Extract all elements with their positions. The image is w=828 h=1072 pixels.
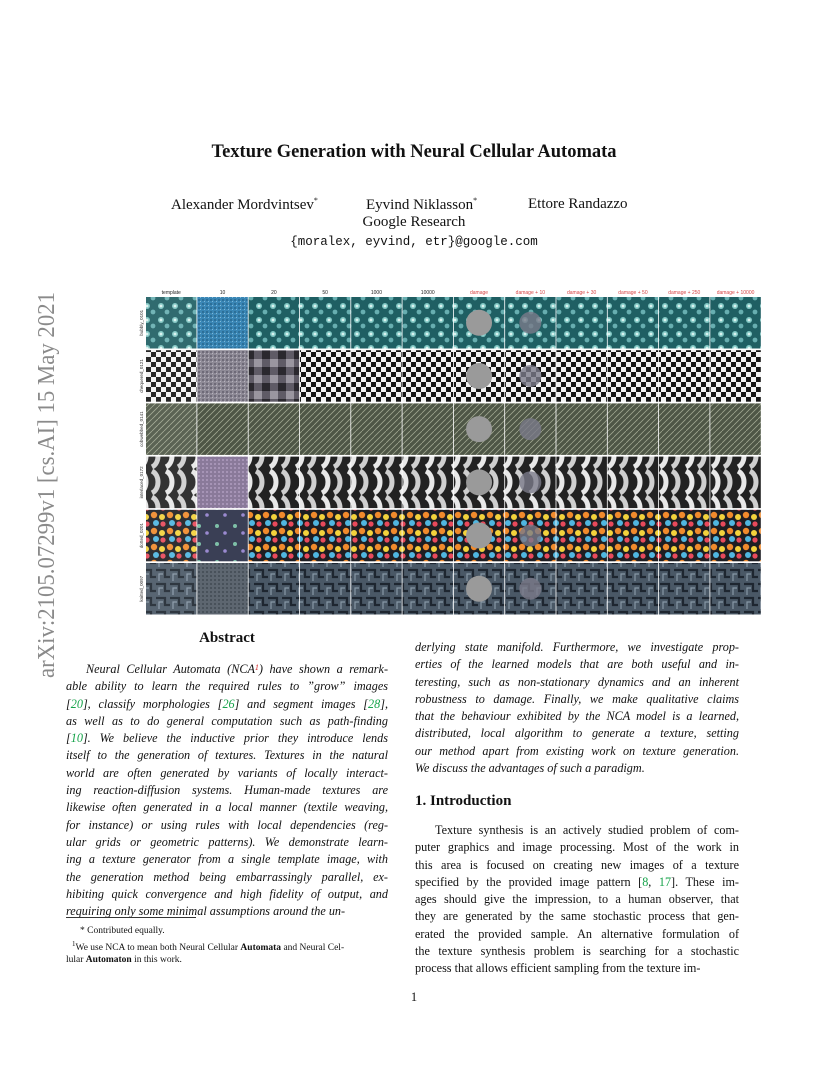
citation-link[interactable]: 26 (222, 696, 235, 711)
abstract-text-right (415, 639, 739, 777)
section-heading-introduction: 1. Introduction (415, 793, 512, 809)
text-line (415, 760, 739, 777)
text-run: ular grids or geometric patterns). We demonstrate learn- (66, 834, 388, 849)
page-number: 1 (410, 990, 418, 1004)
template-tint (146, 457, 197, 509)
damage-region (466, 416, 492, 442)
text-run: We discuss the advantages of such a paradigm. (415, 761, 645, 776)
text-run: distributed, local algorithm to generate a texture, setting (415, 726, 739, 741)
footnote-contributed: * Contributed equally. (80, 926, 165, 936)
texture-figure (86, 287, 755, 613)
texture-tile (249, 563, 300, 615)
text-run: [ (66, 696, 71, 711)
text-line (415, 674, 739, 691)
text-line (415, 891, 739, 908)
template-tint (146, 350, 197, 402)
texture-tile (351, 350, 402, 402)
text-run: that the behaviour exhibited by the NCA model is a learned, (415, 709, 739, 724)
citation-link[interactable]: 8 (642, 874, 649, 889)
text-run: robustness to damage. Finally, we make qualitative claims (415, 691, 739, 706)
texture-tile (608, 297, 659, 349)
damage-region (519, 418, 541, 440)
text-run: erties of the learned models that are both useful and in- (415, 657, 739, 672)
arxiv-identifier: arXiv:2105.07299v1 [cs.AI] 15 May 2021 (34, 271, 60, 678)
figure-column-label: 10 (219, 290, 226, 296)
texture-tile (351, 297, 402, 349)
abstract-heading: Abstract (199, 630, 255, 646)
figure-row-label: bubbly_0101 (139, 309, 144, 336)
texture-tile (556, 297, 607, 349)
figure-column-label: damage (470, 290, 489, 296)
text-line (415, 839, 739, 856)
figure-column-label: template (161, 290, 181, 296)
texture-tile (659, 510, 710, 562)
texture-tile (710, 510, 761, 562)
text-line (66, 782, 388, 799)
texture-tile (556, 403, 607, 455)
texture-tile (659, 457, 710, 509)
text-run: ) have shown a remark- (258, 662, 388, 676)
texture-tile (710, 297, 761, 349)
texture-tile (556, 563, 607, 615)
text-run: ], (380, 696, 389, 711)
footnote-mark: 1 (72, 939, 76, 948)
footnote-text: in this work. (131, 955, 182, 966)
texture-tile (300, 510, 351, 562)
figure-row-label: interlaced_0172 (139, 466, 144, 499)
footnote-text: and Neural Cel- (281, 942, 345, 953)
figure-row-label: chequered_0121 (139, 359, 144, 393)
text-run: teresting, such as non-stationary dynamics and an inherent (415, 674, 739, 689)
texture-tile (403, 403, 454, 455)
texture-tile (249, 350, 300, 402)
damage-region (466, 469, 492, 495)
text-line (66, 817, 388, 834)
text-line (66, 661, 388, 678)
text-run: for instance) or using rules with local dependencies (reg- (66, 817, 388, 832)
author (366, 196, 477, 214)
text-line (415, 908, 739, 925)
text-run: our method apart from existing work on texture generation. (415, 743, 739, 758)
author-mark: * (473, 196, 478, 205)
author (528, 196, 628, 213)
text-run: the generation method being embarrassingly parallel, ex- (66, 869, 388, 884)
texture-tile (300, 457, 351, 509)
text-run: they are generated by the same stochastic process that gen- (415, 909, 739, 924)
introduction-text (415, 822, 739, 978)
paper-title: Texture Generation with Neural Cellular Automata (211, 142, 617, 162)
abstract-text-left (66, 661, 388, 920)
text-line (66, 713, 388, 730)
texture-tile (249, 510, 300, 562)
author-name: Ettore Randazzo (528, 196, 628, 212)
texture-tile (403, 563, 454, 615)
damage-region (519, 525, 541, 547)
text-line (415, 691, 739, 708)
texture-tile (608, 563, 659, 615)
texture-tile (351, 563, 402, 615)
footnote-text: lular (66, 955, 86, 966)
text-run: ing a texture generator from a single template image, with (66, 852, 388, 867)
text-run: ages should give the impression, to a human observer, that (415, 892, 739, 907)
citation-link[interactable]: 1 (254, 663, 259, 672)
text-run: , (648, 874, 659, 889)
text-line (66, 886, 388, 903)
damage-region (466, 523, 492, 549)
footnotes (66, 925, 388, 967)
text-run: ]. We believe the inductive prior they introduce lends (82, 731, 388, 746)
text-run: process that allows efficient sampling from the texture im- (415, 961, 701, 976)
texture-tile (197, 510, 248, 562)
damage-region (466, 363, 492, 389)
text-line (66, 799, 388, 816)
text-run: derlying state manifold. Furthermore, we investigate prop- (415, 640, 739, 654)
text-line (415, 639, 739, 656)
texture-tile (608, 403, 659, 455)
footnote-text: We use NCA to mean both Neural Cellular (75, 942, 241, 953)
template-tint (146, 297, 197, 349)
texture-tile (659, 350, 710, 402)
damage-region (519, 365, 541, 387)
template-tint (146, 403, 197, 455)
text-run: [ (66, 731, 71, 746)
text-run: as well as to do general computation such as path-finding (66, 713, 388, 728)
text-run: hibiting quick convergence and high fidelity of output, and (66, 886, 388, 901)
text-line (415, 708, 739, 725)
texture-tile (710, 403, 761, 455)
texture-tile (710, 563, 761, 615)
texture-tile (608, 457, 659, 509)
text-run: ing reaction-diffusion systems. Human-made textures are (66, 783, 388, 798)
text-line (415, 857, 739, 874)
texture-tile (300, 297, 351, 349)
figure-column-label: 20 (271, 290, 277, 296)
texture-tile (710, 457, 761, 509)
affiliation: Google Research (362, 214, 466, 230)
figure-column-label: damage + 30 (566, 290, 597, 296)
citation-link[interactable]: 28 (368, 696, 381, 711)
text-run: ] and segment images [ (234, 696, 369, 711)
template-tint (146, 563, 197, 615)
texture-tile (249, 297, 300, 349)
texture-tile (351, 510, 402, 562)
damage-region (519, 578, 541, 600)
template-tint (146, 510, 197, 562)
text-line (66, 765, 388, 782)
arxiv-side-stamp (14, 271, 64, 680)
text-run: ], classify morphologies [ (82, 696, 223, 711)
author (171, 196, 318, 214)
figure-row-label: knitted_0097 (139, 575, 144, 602)
text-run: specified by the provided image pattern [ (415, 874, 643, 889)
texture-tile (351, 403, 402, 455)
texture-tile (197, 297, 248, 349)
author-emails: {moralex, eyvind, etr}@google.com (290, 235, 538, 249)
author-mark: * (313, 196, 318, 205)
author-name: Alexander Mordvintsev (171, 197, 314, 213)
text-run: likewise often generated in a local manner (textile weaving, (66, 800, 388, 815)
texture-tile (351, 457, 402, 509)
text-line (66, 730, 388, 747)
citation-link[interactable]: 10 (70, 731, 83, 746)
damage-region (466, 576, 492, 602)
texture-tile (300, 563, 351, 615)
text-line (66, 696, 388, 713)
text-line (415, 656, 739, 673)
figure-column-labels (162, 290, 755, 296)
texture-tile (403, 297, 454, 349)
footnote-nca (66, 938, 388, 967)
figure-column-label: 10000 (420, 290, 435, 296)
text-run: itself to the generation of textures. Textures in the natural (66, 748, 388, 763)
author-name: Eyvind Niklasson (366, 197, 474, 213)
text-run: puter graphics and image processing. Most of the work in (415, 840, 739, 855)
texture-tile (710, 350, 761, 402)
text-run: ]. These im- (671, 874, 739, 889)
figure-row-label: dotted_0201 (139, 523, 144, 549)
texture-tile (659, 403, 710, 455)
text-line (66, 869, 388, 886)
text-run: this area is focused on creating new images of a texture (415, 857, 739, 872)
citation-link[interactable]: 17 (658, 874, 672, 889)
figure-column-label: damage + 50 (618, 290, 648, 296)
texture-tile (403, 510, 454, 562)
text-line (415, 943, 739, 960)
texture-tile (300, 403, 351, 455)
footnote-bold: Automaton (85, 955, 132, 966)
texture-tile (556, 350, 607, 402)
figure-column-label: damage + 250 (668, 290, 701, 296)
texture-tile (608, 510, 659, 562)
figure-column-label: 1000 (370, 290, 383, 296)
text-line (415, 926, 739, 943)
figure-column-label: 50 (322, 290, 328, 296)
text-line (66, 851, 388, 868)
text-line (415, 874, 739, 891)
figure-row-label: cobwebbed_0141 (139, 411, 144, 447)
text-run: the texture synthesis problem is searching for a stochastic (415, 944, 739, 959)
texture-tile (249, 403, 300, 455)
citation-link[interactable]: 20 (70, 696, 83, 711)
text-run: Neural Cellular Automata (NCA (86, 662, 255, 676)
text-line (66, 678, 388, 695)
text-line (415, 822, 739, 839)
text-line (66, 747, 388, 764)
text-run: world are often generated by variants of locally interact- (66, 765, 388, 780)
damage-region (519, 471, 541, 493)
figure-column-label: damage + 10 (515, 290, 546, 296)
texture-tile (300, 350, 351, 402)
footnote-rule (66, 917, 196, 918)
text-run: able ability to learn the required rules to ”grow” images (66, 679, 388, 694)
texture-tile (556, 510, 607, 562)
texture-tile (249, 457, 300, 509)
texture-tile (608, 350, 659, 402)
text-line (66, 834, 388, 851)
damage-region (519, 312, 541, 334)
text-run: requiring only some minimal assumptions around the un- (66, 904, 346, 919)
figure-tiles (146, 297, 761, 615)
figure-row-labels (139, 309, 144, 601)
texture-tile (556, 457, 607, 509)
text-line (415, 960, 739, 977)
texture-tile (197, 457, 248, 509)
footnote-bold: Automata (240, 942, 282, 953)
figure-column-label: damage + 10000 (716, 290, 755, 296)
text-run: erated the provided sample. An alternative formulation of (415, 926, 739, 941)
texture-tile (197, 350, 248, 402)
text-line (415, 743, 739, 760)
texture-tile (197, 403, 248, 455)
damage-region (466, 310, 492, 336)
text-line (415, 725, 739, 742)
texture-tile (403, 350, 454, 402)
texture-tile (403, 457, 454, 509)
text-run: Texture synthesis is an actively studied problem of com- (435, 823, 739, 837)
texture-tile (659, 563, 710, 615)
texture-tile (197, 563, 248, 615)
texture-tile (659, 297, 710, 349)
